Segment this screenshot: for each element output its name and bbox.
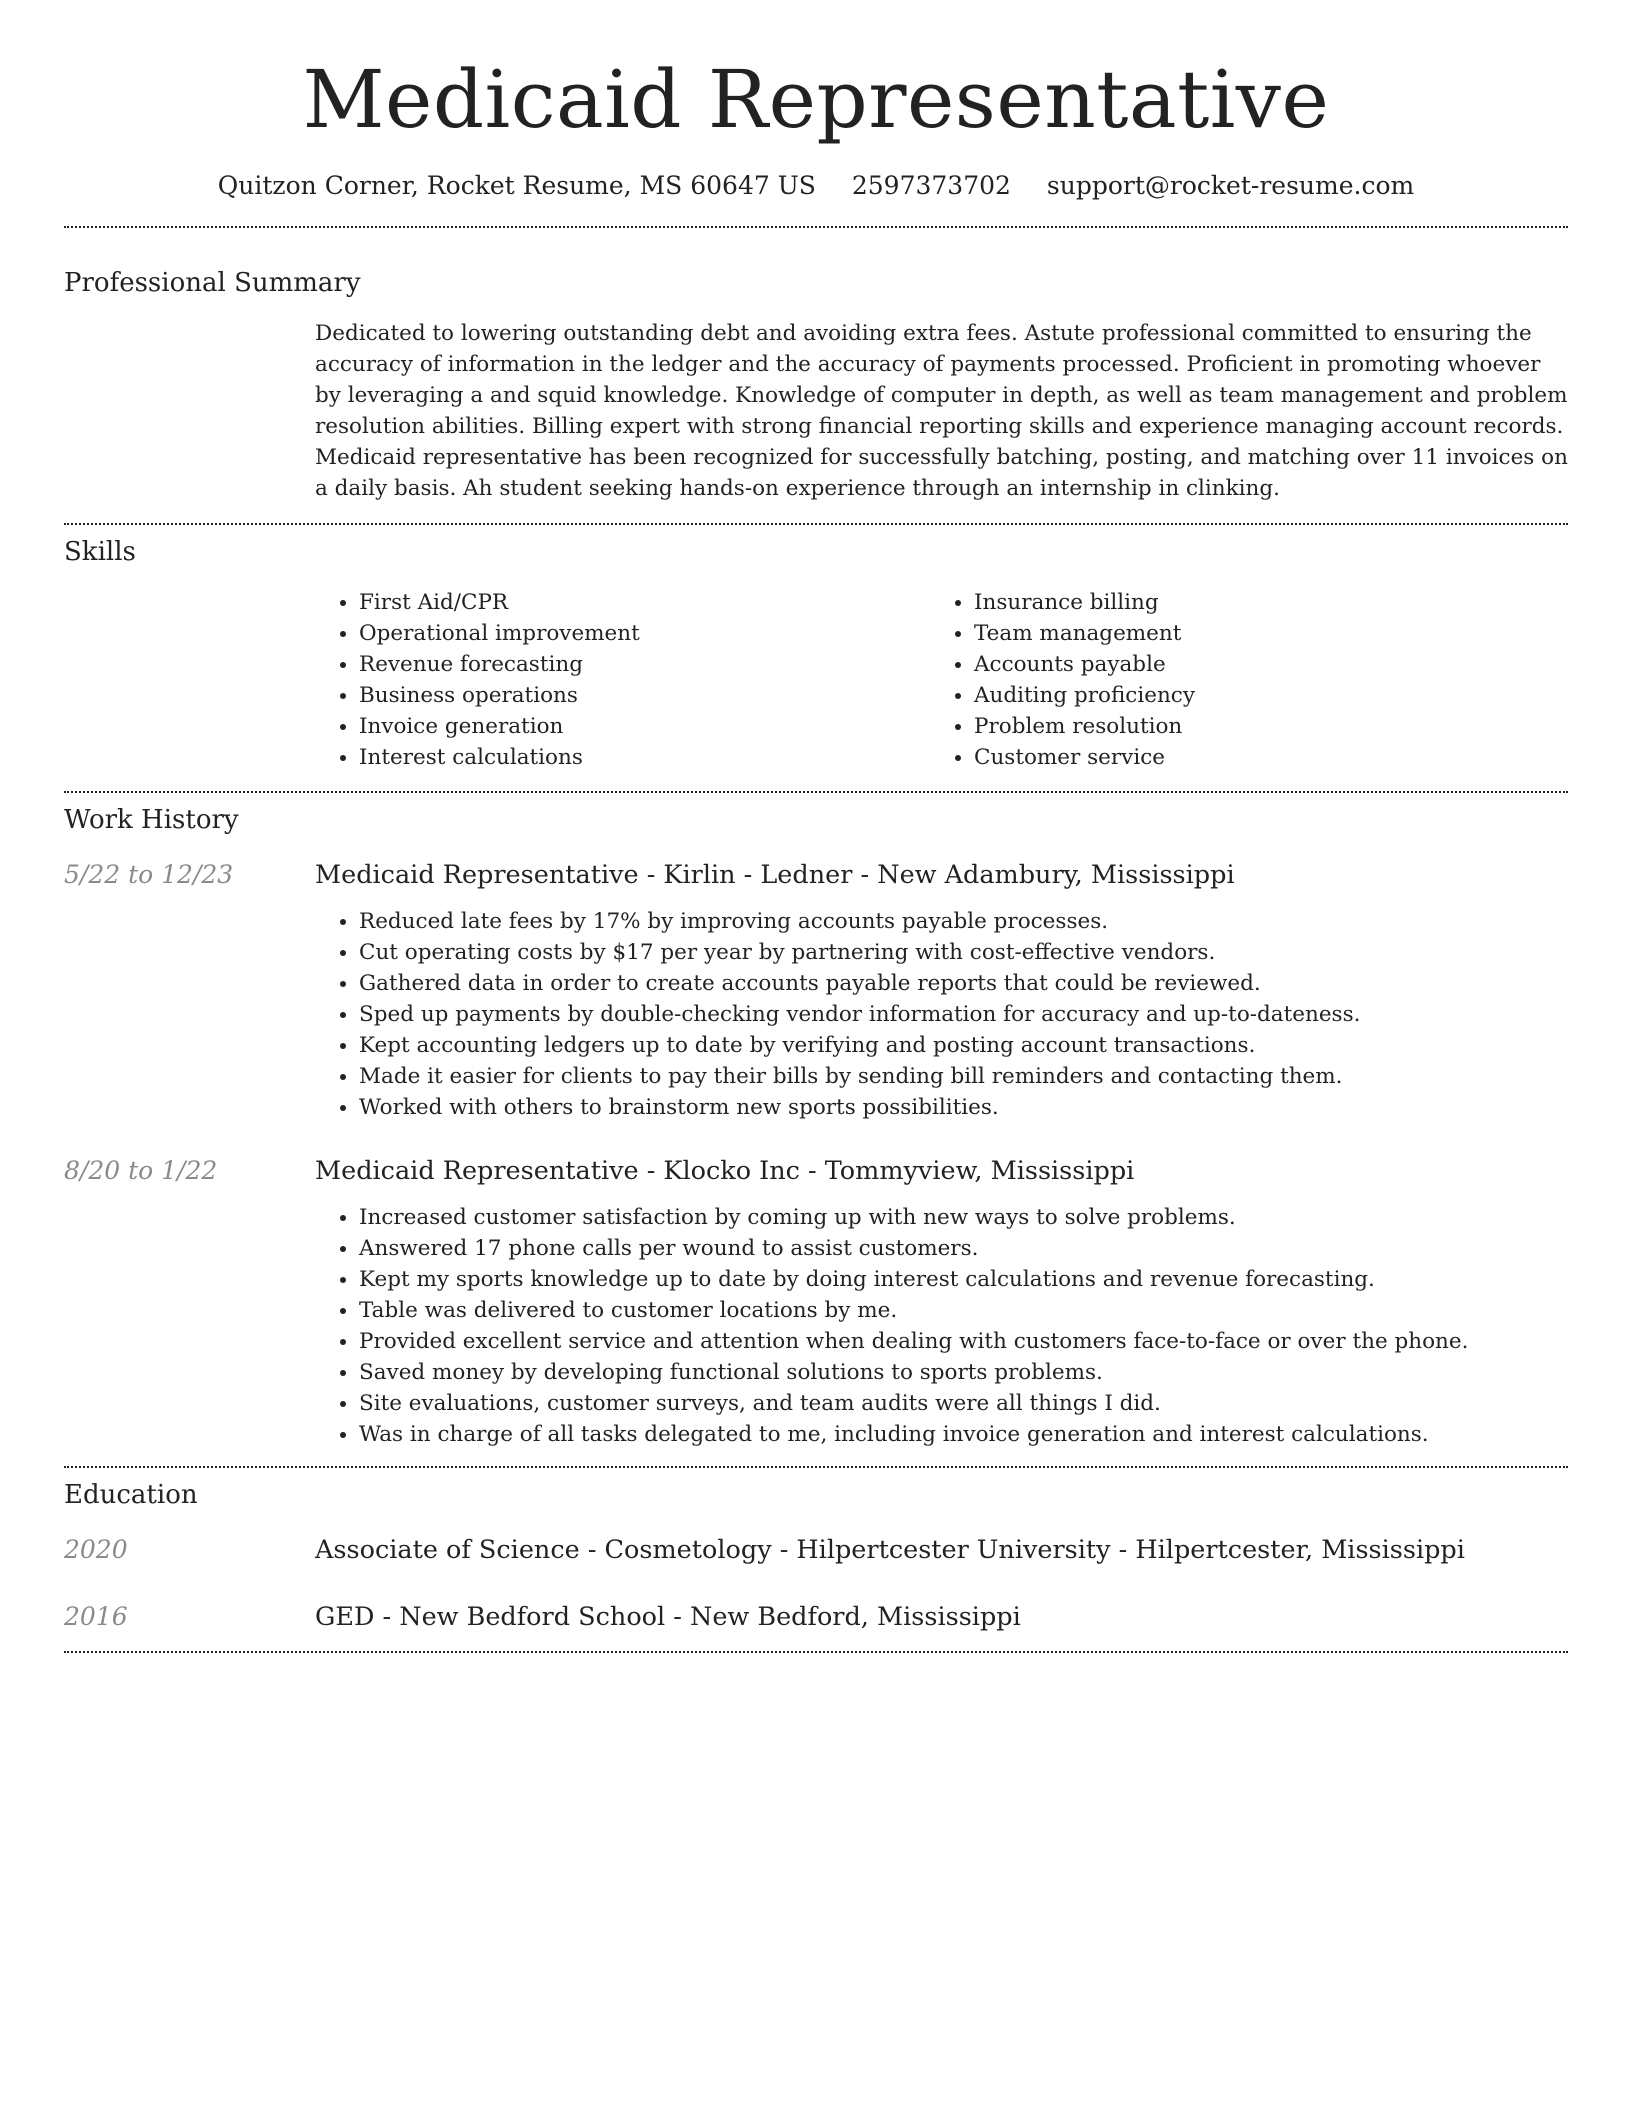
job-entry	[64, 1154, 1568, 1450]
summary-body	[315, 318, 1568, 504]
skills-list-right	[930, 587, 1195, 773]
education-body	[315, 1533, 1568, 1567]
job-bullet: • Table was delivered to customer locations by me.	[359, 1295, 1568, 1326]
skill-item: • Team management	[974, 618, 1195, 649]
job-bullets	[315, 906, 1568, 1123]
section-title-summary: Professional Summary	[64, 268, 361, 298]
job-bullet: • Provided excellent service and attention when dealing with customers face-to-face or over the phone.	[359, 1326, 1568, 1357]
education-heading: Associate of Science - Cosmetology - Hilpertcester University - Hilpertcester, Mississippi	[315, 1535, 1465, 1565]
education-year: 2016	[64, 1602, 128, 1631]
job-body	[315, 858, 1568, 1123]
contact-email: support@rocket-resume.com	[1046, 171, 1415, 200]
job-bullet: • Saved money by developing functional solutions to sports problems.	[359, 1357, 1568, 1388]
job-bullet: • Kept my sports knowledge up to date by doing interest calculations and revenue forecasting.	[359, 1264, 1568, 1295]
work-history-section	[64, 793, 1568, 1450]
education-heading: GED - New Bedford School - New Bedford, Mississippi	[315, 1602, 1021, 1632]
skill-item: • Business operations	[359, 680, 930, 711]
contact-address: Quitzon Corner, Rocket Resume, MS 60647 US	[217, 171, 816, 200]
education-section	[64, 1468, 1568, 1634]
skills-row	[64, 587, 1568, 773]
divider	[64, 1651, 1568, 1653]
job-bullet: • Answered 17 phone calls per wound to assist customers.	[359, 1233, 1568, 1264]
skill-item: • Insurance billing	[974, 587, 1195, 618]
skill-item: • Auditing proficiency	[974, 680, 1195, 711]
section-title-work: Work History	[64, 805, 239, 835]
job-heading: Medicaid Representative - Klocko Inc - Tommyview, Mississippi	[315, 1156, 1135, 1186]
job-bullet: • Reduced late fees by 17% by improving accounts payable processes.	[359, 906, 1568, 937]
job-bullet: • Site evaluations, customer surveys, and team audits were all things I did.	[359, 1388, 1568, 1419]
skills-section	[64, 525, 1568, 773]
job-heading: Medicaid Representative - Kirlin - Ledner - New Adambury, Mississippi	[315, 860, 1235, 890]
skill-item: • Operational improvement	[359, 618, 930, 649]
job-bullet: • Increased customer satisfaction by coming up with new ways to solve problems.	[359, 1202, 1568, 1233]
skills-grid	[315, 587, 1568, 773]
job-bullet: • Sped up payments by double-checking vendor information for accuracy and up-to-dateness.	[359, 999, 1568, 1030]
skill-item: • Invoice generation	[359, 711, 930, 742]
education-body	[315, 1600, 1568, 1634]
skill-item: • Revenue forecasting	[359, 649, 930, 680]
contact-phone: 2597373702	[851, 171, 1011, 200]
skill-item: • Interest calculations	[359, 742, 930, 773]
summary-row	[64, 318, 1568, 504]
job-bullet: • Made it easier for clients to pay their bills by sending bill reminders and contacting them.	[359, 1061, 1568, 1092]
education-entry	[64, 1533, 1568, 1567]
job-bullet: • Worked with others to brainstorm new sports possibilities.	[359, 1092, 1568, 1123]
job-bullet: • Kept accounting ledgers up to date by verifying and posting account transactions.	[359, 1030, 1568, 1061]
skills-left-spacer	[64, 587, 315, 773]
skills-list-left	[315, 587, 930, 773]
job-bullet: • Gathered data in order to create accounts payable reports that could be reviewed.	[359, 968, 1568, 999]
contact-line	[64, 168, 1568, 204]
summary-section	[64, 228, 1568, 504]
skill-item: • First Aid/CPR	[359, 587, 930, 618]
summary-text: Dedicated to lowering outstanding debt and avoiding extra fees. Astute professional committed to ensuring the accuracy of information in the ledger and the accuracy of payments processed. Proficient in promoting whoever by leveraging a and squid knowledge. Knowledge of computer in depth, as well as team management and problem resolution abilities. Billing expert with strong financial reporting skills and experience managing account records. Medicaid representative has been recognized for successfully batching, posting, and matching over 11 invoices on a daily basis. Ah student seeking hands-on experience through an internship in clinking.	[315, 321, 1568, 501]
job-body	[315, 1154, 1568, 1450]
job-entry	[64, 858, 1568, 1123]
job-bullet: • Cut operating costs by $17 per year by partnering with cost-effective vendors.	[359, 937, 1568, 968]
job-bullet: • Was in charge of all tasks delegated to me, including invoice generation and interest calculations.	[359, 1419, 1568, 1450]
job-bullets	[315, 1202, 1568, 1450]
candidate-name: Medicaid Representative	[302, 53, 1330, 146]
summary-left-spacer	[64, 318, 315, 504]
education-entry	[64, 1600, 1568, 1634]
job-dates: 5/22 to 12/23	[64, 860, 234, 889]
skill-item: • Problem resolution	[974, 711, 1195, 742]
resume-header	[64, 0, 1568, 204]
section-title-skills: Skills	[64, 537, 136, 567]
skill-item: • Accounts payable	[974, 649, 1195, 680]
section-title-education: Education	[64, 1480, 198, 1510]
education-year: 2020	[64, 1535, 128, 1564]
job-dates: 8/20 to 1/22	[64, 1156, 218, 1185]
skill-item: • Customer service	[974, 742, 1195, 773]
